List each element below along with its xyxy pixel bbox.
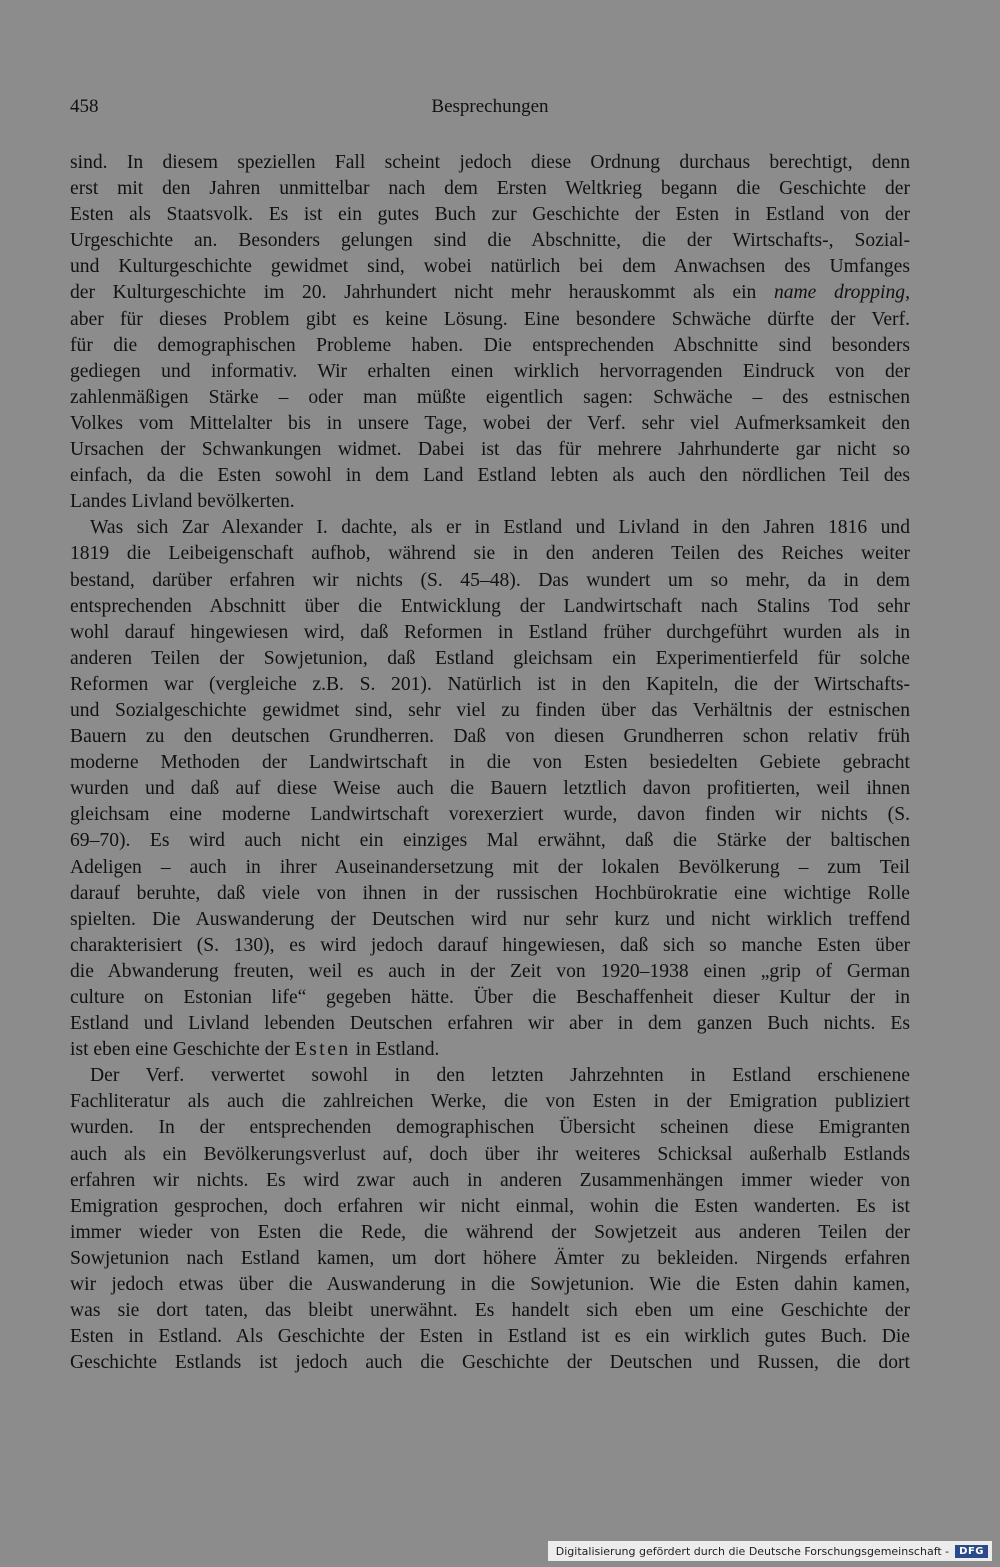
text-line: gleichsam eine moderne Landwirtschaft vorexerziert wurde, davon finden wir nichts (S.: [70, 804, 910, 826]
digitization-credit: [548, 1541, 992, 1561]
text-line: wir jedoch etwas über die Auswanderung in die Sowjetunion. Wie die Esten dahin kamen,: [70, 1274, 910, 1296]
text-line: immer wieder von Esten die Rede, die während der Sowjetzeit aus anderen Teilen der: [70, 1221, 910, 1243]
text-segment: ist eben eine Geschichte der: [70, 1039, 295, 1061]
text-line: spielten. Die Auswanderung der Deutschen wird nur sehr kurz und nicht wirklich treffend: [70, 908, 910, 930]
text-segment: der Kulturgeschichte im 20. Jahrhundert nicht mehr herauskommt als ein: [70, 282, 774, 304]
text-line: wurden. In der entsprechenden demographischen Übersicht scheinen diese Emigranten: [70, 1117, 910, 1139]
text-line: gediegen und informativ. Wir erhalten einen wirklich hervorragenden Eindruck von der: [70, 360, 910, 382]
text-line: darauf beruhte, daß viele von ihnen in der russischen Hochbürokratie eine wichtige Rolle: [70, 882, 910, 904]
text-line: Landes Livland bevölkerten.: [70, 491, 295, 513]
text-line: für die demographischen Probleme haben. Die entsprechenden Abschnitte sind besonders: [70, 334, 910, 356]
text-line: Der Verf. verwertet sowohl in den letzten Jahrzehnten in Estland erschienene: [90, 1065, 910, 1087]
review-text: [70, 150, 910, 1376]
text-line: Esten als Staatsvolk. Es ist ein gutes Buch zur Geschichte der Esten in Estland von der: [70, 204, 910, 226]
text-line: culture on Estonian life“ gegeben hätte. Über die Beschaffenheit dieser Kultur der in: [70, 987, 910, 1008]
text-line: Volkes vom Mittelalter bis in unsere Tage, wobei der Verf. sehr viel Aufmerksamkeit den: [70, 412, 910, 434]
credit-text: Digitalisierung gefördert durch die Deutsche Forschungsgemeinschaft -: [555, 1544, 950, 1558]
text-line: wohl darauf hingewiesen wird, daß Reformen in Estland früher durchgeführt wurden als in: [70, 621, 910, 643]
text-line: sind. In diesem speziellen Fall scheint jedoch diese Ordnung durchaus berechtigt, denn: [70, 152, 910, 173]
text-line: moderne Methoden der Landwirtschaft in die von Esten besiedelten Gebiete gebracht: [70, 752, 910, 774]
running-title: Besprechungen: [431, 96, 549, 117]
text-line: Bauern zu den deutschen Grundherren. Daß von diesen Grundherren schon relativ früh: [70, 726, 910, 748]
text-line: Geschichte Estlands ist jedoch auch die Geschichte der Deutschen und Russen, die dort: [70, 1352, 910, 1374]
text-line: Emigration gesprochen, doch erfahren wir nicht einmal, wohin die Esten wanderten. Es ist: [70, 1195, 910, 1217]
text-line: 69–70). Es wird auch nicht ein einziges Mal erwähnt, daß die Stärke der baltischen: [70, 830, 910, 852]
text-line: und Kulturgeschichte gewidmet sind, wobei natürlich bei dem Anwachsen des Umfanges: [70, 256, 910, 278]
text-line: 1819 die Leibeigenschaft aufhob, während sie in den anderen Teilen des Reiches weiter: [70, 543, 910, 565]
text-line: Estland und Livland lebenden Deutschen erfahren wir aber in dem ganzen Buch nichts. Es: [70, 1013, 910, 1035]
text-segment: in Estland.: [350, 1039, 440, 1061]
text-line: [70, 280, 910, 306]
text-line: und Sozialgeschichte gewidmet sind, sehr viel zu finden über das Verhältnis der estnischen: [70, 699, 910, 721]
text-line: auch als ein Bevölkerungsverlust auf, doch über ihr weiteres Schicksal außerhalb Estlands: [70, 1143, 910, 1165]
text-line: erst mit den Jahren unmittelbar nach dem Ersten Weltkrieg begann die Geschichte der: [70, 178, 910, 200]
text-line: erfahren wir nichts. Es wird zwar auch in anderen Zusammenhängen immer wieder von: [70, 1169, 910, 1191]
text-line: aber für dieses Problem gibt es keine Lösung. Eine besondere Schwäche dürfte der Verf.: [70, 308, 910, 330]
text-line: [70, 1037, 910, 1063]
text-line: anderen Teilen der Sowjetunion, daß Estland gleichsam ein Experimentierfeld für solche: [70, 647, 910, 669]
spaced-emphasis: Esten: [294, 1039, 351, 1061]
text-line: einfach, da die Esten sowohl in dem Land Estland lebten als auch den nördlichen Teil des: [70, 465, 910, 487]
text-line: Fachliteratur als auch die zahlreichen Werke, die von Esten in der Emigration publiziert: [70, 1091, 910, 1113]
italic-term: name dropping,: [773, 282, 910, 304]
text-line: Esten in Estland. Als Geschichte der Esten in Estland ist es ein wirklich gutes Buch. Die: [70, 1326, 910, 1348]
text-line: charakterisiert (S. 130), es wird jedoch darauf hingewiesen, daß sich so manche Esten über: [70, 934, 910, 956]
page-number: 458: [70, 96, 99, 117]
text-line: Ursachen der Schwankungen widmet. Dabei ist das für mehrere Jahrhunderte gar nicht so: [70, 439, 910, 461]
text-line: Urgeschichte an. Besonders gelungen sind die Abschnitte, die der Wirtschafts-, Sozial-: [70, 230, 910, 252]
text-line: Sowjetunion nach Estland kamen, um dort höhere Ämter zu bekleiden. Nirgends erfahren: [70, 1247, 910, 1269]
text-line: was sie dort taten, das bleibt unerwähnt. Es handelt sich eben um eine Geschichte der: [70, 1300, 910, 1322]
text-line: entsprechenden Abschnitt über die Entwicklung der Landwirtschaft nach Stalins Tod sehr: [70, 595, 910, 617]
text-line: Reformen war (vergleiche z.B. S. 201). Natürlich ist in den Kapiteln, die der Wirtschafts-: [70, 673, 910, 695]
page-header: [70, 96, 910, 122]
text-line: wurden und daß auf diese Weise auch die Bauern letztlich davon profitierten, weil ihnen: [70, 778, 910, 800]
text-line: die Abwanderung freuten, weil es auch in der Zeit von 1920–1938 einen „grip of German: [70, 960, 910, 982]
text-line: Was sich Zar Alexander I. dachte, als er in Estland und Livland in den Jahren 1816 und: [90, 517, 910, 539]
dfg-logo: DFG: [955, 1545, 988, 1558]
text-line: zahlenmäßigen Stärke – oder man müßte eigentlich sagen: Schwäche – des estnischen: [70, 386, 910, 408]
text-line: Adeligen – auch in ihrer Auseinandersetzung mit der lokalen Bevölkerung – zum Teil: [70, 856, 910, 878]
text-line: bestand, darüber erfahren wir nichts (S. 45–48). Das wundert um so mehr, da in dem: [70, 569, 910, 591]
